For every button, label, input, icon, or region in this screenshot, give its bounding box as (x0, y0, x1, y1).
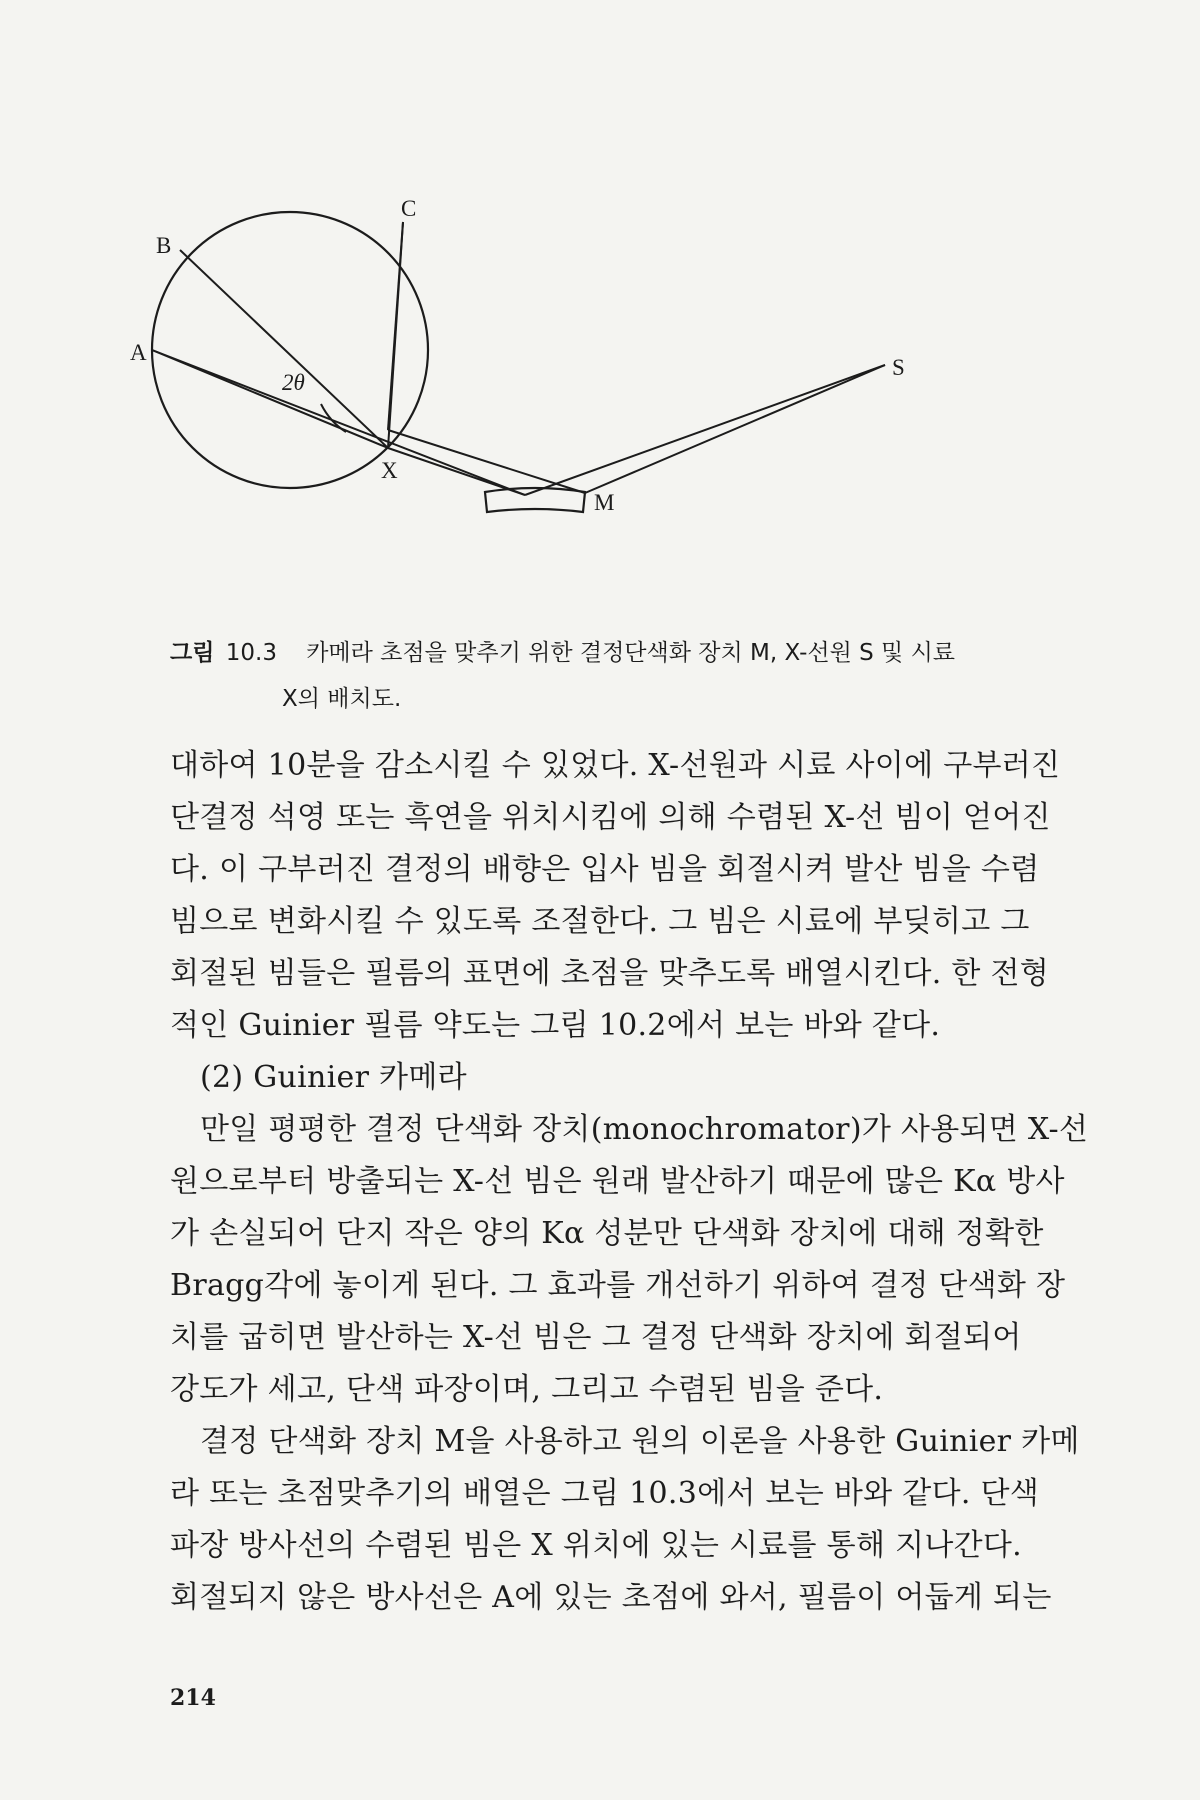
caption-text-2: X의 배치도. (282, 686, 402, 712)
beam-m-to-a-lower (152, 350, 525, 495)
beam-m-to-x (388, 448, 525, 495)
text-line: 결정 단색화 장치 M을 사용하고 원의 이론을 사용한 Guinier 카메 (200, 1424, 1080, 1459)
paragraph-2 (170, 1104, 1089, 1416)
text-line: 파장 방사선의 수렴된 빔은 X 위치에 있는 시료를 통해 지나간다. (170, 1528, 1023, 1563)
text-line: 빔으로 변화시킬 수 있도록 조절한다. 그 빔은 시료에 부딪히고 그 (170, 904, 1030, 939)
text-line: 만일 평평한 결정 단색화 장치(monochromator)가 사용되면 X-선 (200, 1112, 1089, 1147)
beam-s-m-left (525, 365, 885, 495)
label-m: M (594, 490, 615, 515)
text-line: Bragg각에 놓이게 된다. 그 효과를 개선하기 위하여 결정 단색화 장 (170, 1268, 1066, 1303)
text-line: 단결정 석영 또는 흑연을 위치시킴에 의해 수렴된 X-선 빔이 얻어진 (170, 800, 1051, 835)
body-text (170, 740, 1089, 1624)
text-line: 다. 이 구부러진 결정의 배향은 입사 빔을 회절시켜 발산 빔을 수렴 (170, 852, 1040, 887)
paragraph-3 (170, 1416, 1080, 1624)
caption-line-1 (170, 630, 1030, 676)
label-s: S (892, 355, 905, 380)
ray-x-c-2 (388, 222, 403, 430)
text-line: 적인 Guinier 필름 약도는 그림 10.2에서 보는 바와 같다. (170, 1008, 941, 1043)
label-c: C (401, 200, 417, 221)
text-line: 회절된 빔들은 필름의 표면에 초점을 맞추도록 배열시킨다. 한 전형 (170, 956, 1050, 991)
text-line: 대하여 10분을 감소시킬 수 있었다. X-선원과 시료 사이에 구부러진 (170, 748, 1061, 783)
text-line: 회절되지 않은 방사선은 A에 있는 초점에 와서, 필름이 어둡게 되는 (170, 1580, 1052, 1615)
figure-caption (170, 630, 1030, 722)
caption-label: 그림 (170, 640, 215, 666)
label-a: A (130, 340, 147, 365)
ray-x-b (180, 250, 388, 448)
text-line: 원으로부터 방출되는 X-선 빔은 원래 발산하기 때문에 많은 Kα 방사 (170, 1164, 1065, 1199)
caption-line-2 (170, 676, 1030, 722)
paragraph-1 (170, 740, 1061, 1052)
caption-number: 10.3 (225, 640, 277, 666)
heading-text: (2) Guinier 카메라 (200, 1060, 467, 1095)
section-heading (170, 1052, 1035, 1104)
label-x: X (381, 458, 398, 483)
label-angle: 2θ (282, 370, 305, 395)
diagram-svg (120, 200, 1080, 600)
text-line: 강도가 세고, 단색 파장이며, 그리고 수렴된 빔을 준다. (170, 1372, 884, 1407)
text-line: 라 또는 초점맞추기의 배열은 그림 10.3에서 보는 바와 같다. 단색 (170, 1476, 1040, 1511)
beam-s-m-right (585, 365, 885, 493)
caption-text-1: 카메라 초점을 맞추기 위한 결정단색화 장치 M, X-선원 S 및 시료 (306, 640, 956, 666)
text-line: 가 손실되어 단지 작은 양의 Kα 성분만 단색화 장치에 대해 정확한 (170, 1216, 1044, 1251)
guinier-camera-diagram (120, 200, 1080, 600)
label-b: B (156, 233, 172, 258)
page-number: 214 (170, 1685, 216, 1711)
text-line: 치를 굽히면 발산하는 X-선 빔은 그 결정 단색화 장치에 회절되어 (170, 1320, 1022, 1355)
